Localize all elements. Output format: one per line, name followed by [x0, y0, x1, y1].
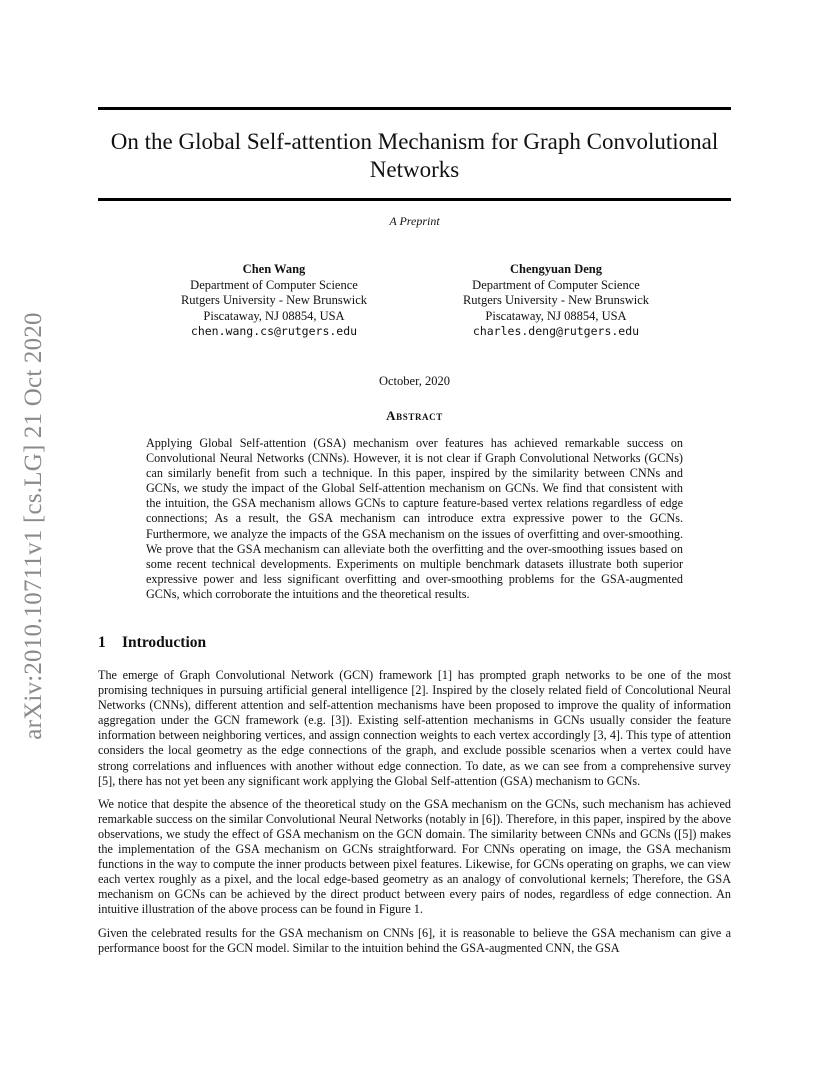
author-department: Department of Computer Science	[190, 277, 358, 292]
paragraph: We notice that despite the absence of the theoretical study on the GSA mechanism on the GCNs, such mechanism has achieved remarkable success on the similar Convolutional Neural Networks (notably in [6]). Therefore, in this paper, inspired by the above observations, we study the effect of GSA mechanism on the GCN domain. The similarity between CNNs and GCNs ([5]) makes the implementation of the GSA mechanism on GCNs straightforward. For CNNs operating on image, the GSA mechanism functions in the way to compute the inner products between pixel features. Likewise, for GCNs operating on graphs, we can view each vertex roughly as a pixel, and the local edge-based geometry as an analogy of convolutional kernels; Therefore, the GSA mechanism on GCNs can be achieved by the direct product between every pairs of nodes, regardless of edge connection. An intuitive illustration of the above process can be found in Figure 1.	[98, 796, 731, 917]
paper-title	[98, 128, 731, 184]
author-address: Piscataway, NJ 08854, USA	[203, 308, 345, 323]
author-address: Piscataway, NJ 08854, USA	[485, 308, 627, 323]
author-email[interactable]: charles.deng@rutgers.edu	[472, 324, 640, 338]
title-bottom-rule	[98, 198, 731, 201]
arxiv-identifier-stamp: arXiv:2010.10711v1 [cs.LG] 21 Oct 2020	[20, 312, 47, 740]
publication-date: October, 2020	[378, 374, 450, 388]
abstract-body: Applying Global Self-attention (GSA) mechanism over features has achieved remarkable success on Convolutional Neural Networks (CNNs). However, it is not clear if Graph Convolutional Networks (GCNs) can similarly benefit from such a technique. In this paper, inspired by the similarity between CNNs and GCNs, we study the impact of the Global Self-attention mechanism on GCNs. We find that consistent with the intuition, the GSA mechanism allows GCNs to capture feature-based vertex relations regardless of edge connections; As a result, the GSA mechanism can introduce extra expressive power to the GCNs. Furthermore, we analyze the impacts of the GSA mechanism on the issues of overfitting and over-smoothing. We prove that the GSA mechanism can alleviate both the overfitting and the over-smoothing issues based on some recent technical developments. Experiments on multiple benchmark datasets illustrate both superior expressive power and less significant overfitting and over-smoothing problems for the GSA-augmented GCNs, which corroborate the intuitions and the theoretical results.	[146, 436, 683, 601]
section-title: Introduction	[122, 634, 207, 651]
author-name: Chen Wang	[242, 262, 306, 276]
author-block-1	[154, 262, 394, 340]
author-block-2	[436, 262, 676, 340]
abstract-heading: Abstract	[386, 408, 443, 423]
title-top-rule	[98, 107, 731, 110]
author-department: Department of Computer Science	[472, 277, 640, 292]
author-name: Chengyuan Deng	[509, 262, 603, 276]
title-line-2: Networks	[369, 157, 460, 182]
author-university: Rutgers University - New Brunswick	[180, 293, 368, 307]
section-heading-introduction	[98, 634, 731, 652]
introduction-body	[98, 668, 731, 964]
title-line-1: On the Global Self-attention Mechanism for Graph Convolutional	[110, 129, 719, 154]
paragraph: The emerge of Graph Convolutional Network (GCN) framework [1] has prompted graph networks to be one of the most promising techniques in pursuing artificial general intelligence [2]. Inspired by the closely related field of Concolutional Neural Networks (CNNs), different attention and self-attention mechanisms have been proposed to improve the quality of information aggregation under the GCN framework (e.g. [3]). Existing self-attention mechanisms in GCNs usually consider the feature information between neighboring vertices, and assign connection weights to each vertex accordingly [3, 4]. This type of attention considers the local geometry as the edge connections of the graph, and exclude possible scenarios when a vertex could have strong correlations and influences with another without edge connection. To date, as we can see from a comprehensive survey [5], there has not yet been any significant work applying the Global Self-attention (GSA) mechanism to GCNs.	[98, 668, 731, 788]
preprint-label: A Preprint	[389, 214, 440, 228]
author-email[interactable]: chen.wang.cs@rutgers.edu	[190, 324, 358, 338]
author-university: Rutgers University - New Brunswick	[462, 293, 650, 307]
section-number: 1	[98, 634, 106, 651]
paragraph: Given the celebrated results for the GSA mechanism on CNNs [6], it is reasonable to believe the GSA mechanism can give a performance boost for the GCN model. Similar to the intuition behind the GSA-augmented CNN, the GSA	[98, 925, 731, 955]
